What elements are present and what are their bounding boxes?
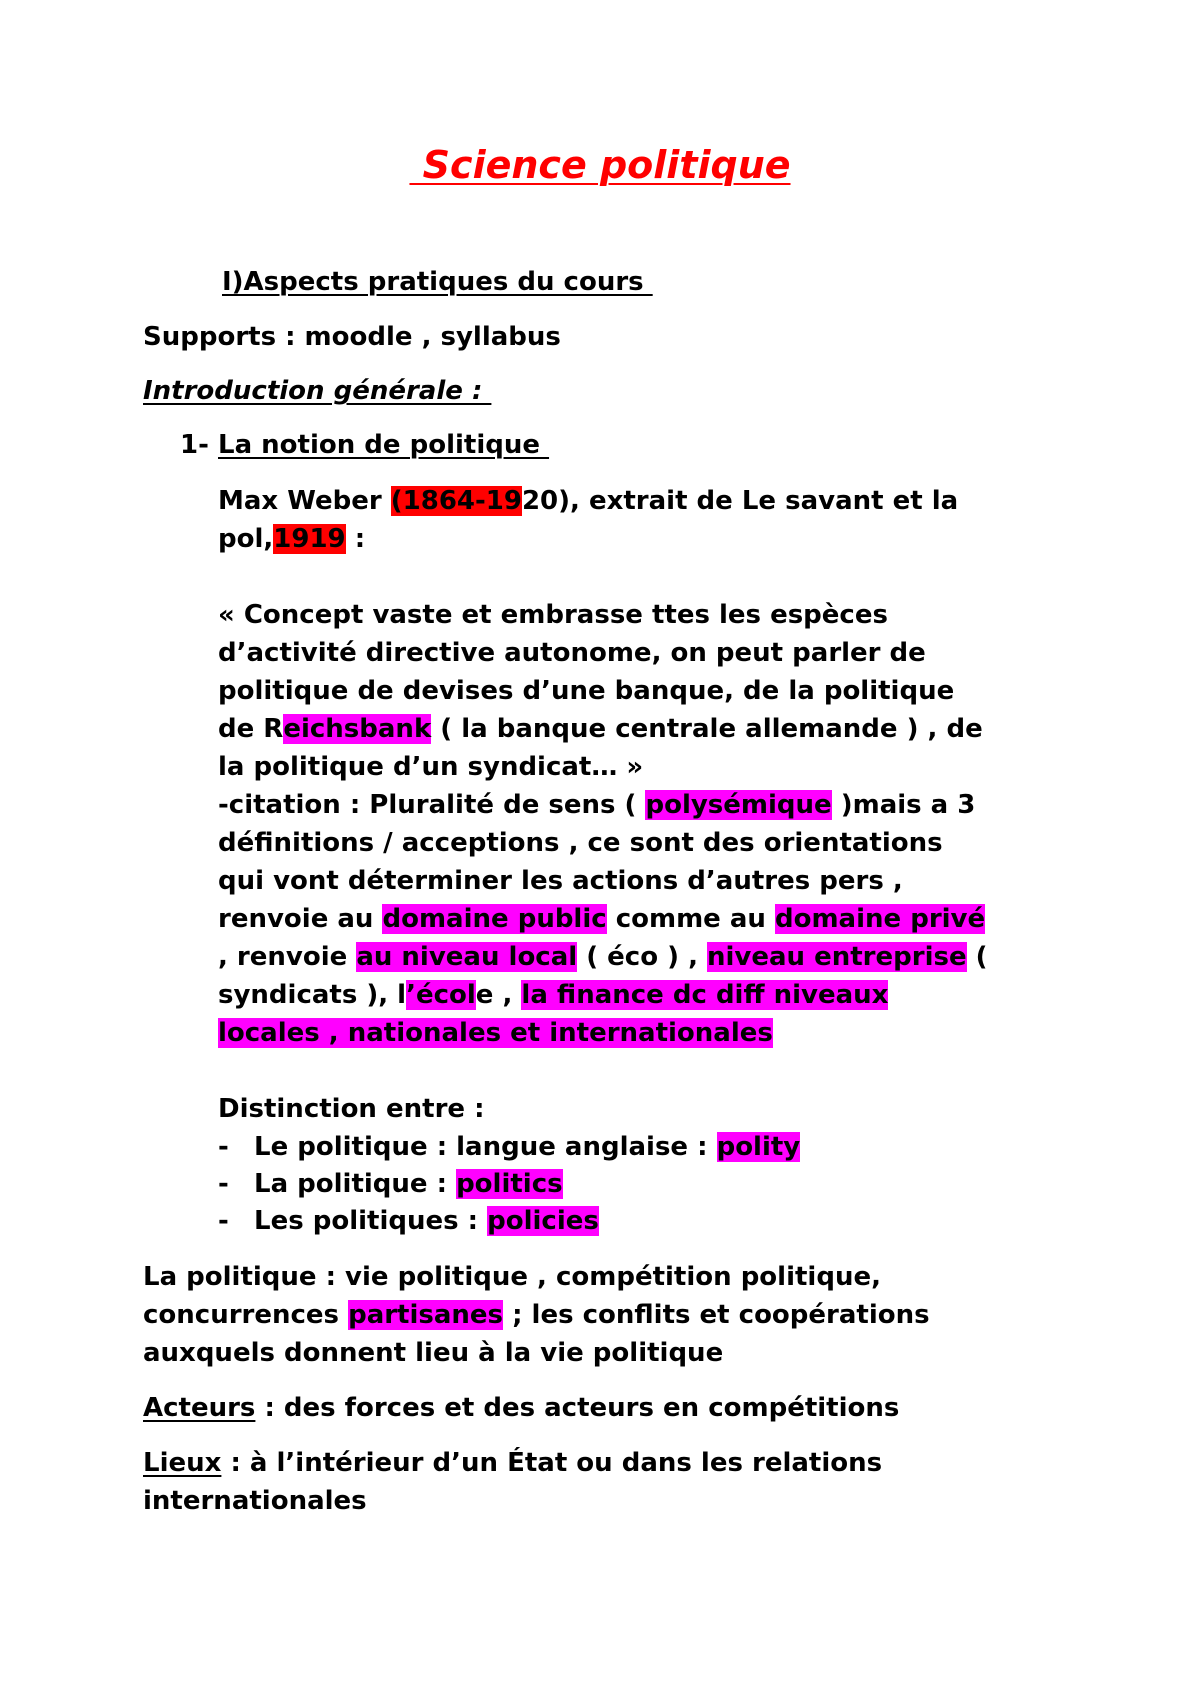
domaine-prive-highlight: domaine privé bbox=[774, 904, 986, 934]
distinction-heading: Distinction entre : bbox=[218, 1094, 485, 1124]
locales-highlight: locales , nationales et internationales bbox=[218, 1018, 773, 1048]
citation-line-1 bbox=[218, 786, 975, 824]
citation-line-3: qui vont déterminer les actions d’autres pers , bbox=[218, 866, 903, 896]
distinction-dash: - bbox=[218, 1132, 229, 1162]
weber-text-rest: 20), extrait de Le savant et la bbox=[521, 486, 959, 516]
lapolitique-text: concurrences bbox=[143, 1300, 349, 1330]
distinction-dash: - bbox=[218, 1206, 229, 1236]
policies-highlight: policies bbox=[487, 1206, 599, 1236]
quote-line-1: « Concept vaste et embrasse ttes les espèces bbox=[218, 600, 888, 630]
pol-text: pol, bbox=[218, 524, 274, 554]
citation-text: -citation : Pluralité de sens ( bbox=[218, 790, 646, 820]
lieux-line-2: internationales bbox=[143, 1486, 367, 1516]
citation-text: renvoie au bbox=[218, 904, 383, 934]
weber-date-highlight: (1864-19 bbox=[390, 486, 522, 516]
notion-heading: La notion de politique bbox=[218, 430, 550, 460]
lapolitique-line-2 bbox=[143, 1296, 930, 1334]
quote-line-2: d’activité directive autonome, on peut parler de bbox=[218, 638, 926, 668]
citation-line-7 bbox=[218, 1014, 773, 1052]
weber-text: Max Weber bbox=[218, 486, 391, 516]
citation-text: e , bbox=[475, 980, 522, 1010]
citation-text: ( éco ) , bbox=[577, 942, 707, 972]
domaine-public-highlight: domaine public bbox=[382, 904, 607, 934]
section-heading: I)Aspects pratiques du cours bbox=[222, 267, 653, 297]
niveau-local-highlight: au niveau local bbox=[356, 942, 578, 972]
partisanes-highlight: partisanes bbox=[348, 1300, 504, 1330]
acteurs-label: Acteurs bbox=[143, 1393, 256, 1423]
page-title: Science politique bbox=[409, 143, 791, 187]
citation-text: ( bbox=[966, 942, 988, 972]
distinction-dash: - bbox=[218, 1169, 229, 1199]
weber-line bbox=[218, 482, 958, 520]
distinction-text: Les politiques : bbox=[254, 1206, 488, 1236]
citation-text: comme au bbox=[606, 904, 775, 934]
acteurs-line bbox=[143, 1389, 899, 1427]
pol-text-rest: : bbox=[345, 524, 366, 554]
niveau-entreprise-highlight: niveau entreprise bbox=[707, 942, 967, 972]
ecole-highlight: ’écol bbox=[406, 980, 476, 1010]
finance-highlight: la finance dc diff niveaux bbox=[521, 980, 889, 1010]
distinction-item-policies bbox=[254, 1202, 599, 1240]
lieux-label: Lieux bbox=[143, 1448, 222, 1478]
lieux-line-1 bbox=[143, 1444, 882, 1482]
intro-heading: Introduction générale : bbox=[143, 376, 492, 406]
citation-line-5 bbox=[218, 938, 988, 976]
lapolitique-line-1: La politique : vie politique , compétition politique, bbox=[143, 1262, 881, 1292]
lieux-text: : à l’intérieur d’un État ou dans les relations bbox=[221, 1448, 883, 1478]
politics-highlight: politics bbox=[456, 1169, 563, 1199]
citation-line-2: définitions / acceptions , ce sont des orientations bbox=[218, 828, 943, 858]
lapolitique-text: ; les conflits et coopérations bbox=[503, 1300, 930, 1330]
list-number: 1- bbox=[180, 430, 209, 460]
citation-line-4 bbox=[218, 900, 985, 938]
citation-line-6 bbox=[218, 976, 888, 1014]
citation-text: )mais a 3 bbox=[831, 790, 976, 820]
quote-line-3: politique de devises d’une banque, de la politique bbox=[218, 676, 955, 706]
acteurs-text: : des forces et des acteurs en compétitions bbox=[255, 1393, 900, 1423]
distinction-text: La politique : bbox=[254, 1169, 457, 1199]
quote-text: de R bbox=[218, 714, 284, 744]
quote-line-5: la politique d’un syndicat… » bbox=[218, 752, 644, 782]
quote-line-4 bbox=[218, 710, 983, 748]
polysemique-highlight: polysémique bbox=[645, 790, 832, 820]
distinction-item-polity bbox=[254, 1128, 800, 1166]
pol-line bbox=[218, 520, 365, 558]
citation-text: syndicats ), l bbox=[218, 980, 407, 1010]
distinction-item-politics bbox=[254, 1165, 563, 1203]
polity-highlight: polity bbox=[716, 1132, 801, 1162]
distinction-text: Le politique : langue anglaise : bbox=[254, 1132, 717, 1162]
reichsbank-highlight: eichsbank bbox=[283, 714, 432, 744]
quote-text: ( la banque centrale allemande ) , de bbox=[431, 714, 983, 744]
citation-text: , renvoie bbox=[218, 942, 357, 972]
pol-date-highlight: 1919 bbox=[273, 524, 346, 554]
lapolitique-line-3: auxquels donnent lieu à la vie politique bbox=[143, 1338, 724, 1368]
supports-line: Supports : moodle , syllabus bbox=[143, 322, 561, 352]
